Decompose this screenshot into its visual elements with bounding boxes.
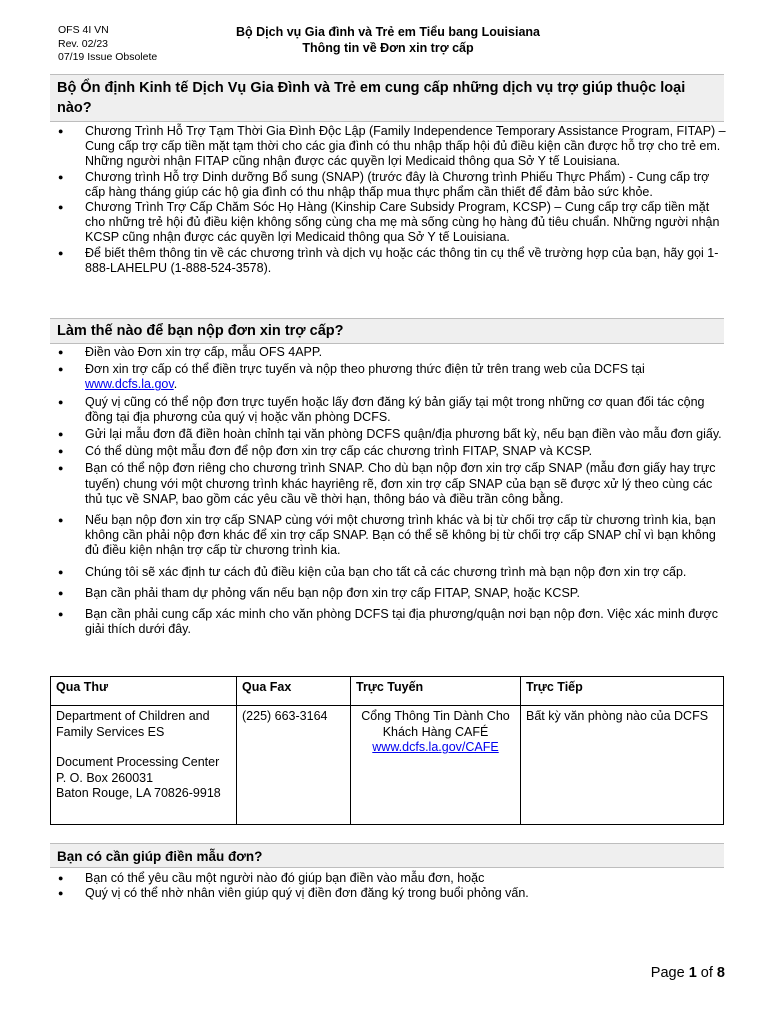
list-item: ● Chúng tôi sẽ xác định tư cách đủ điều kiện của bạn cho tất cả các chương trình mà bạn nộp đơn xin trợ cấp. — [58, 565, 726, 580]
page-of: of — [700, 965, 713, 981]
list-item: ● Điền vào Đơn xin trợ cấp, mẫu OFS 4APP. — [58, 345, 726, 360]
list-item: ● Quý vị có thể nhờ nhân viên giúp quý vị điền đơn đăng ký trong buổi phỏng vấn. — [58, 886, 726, 901]
page-number — [651, 965, 725, 981]
section-heading-how-to-apply: Làm thế nào để bạn nộp đơn xin trợ cấp? — [50, 318, 724, 344]
cafe-portal-link[interactable]: www.dcfs.la.gov/CAFE — [372, 740, 499, 754]
submission-methods-table — [50, 676, 724, 825]
revision-date: Rev. 02/23 — [58, 37, 109, 50]
services-list — [58, 124, 726, 276]
list-item: ● Chương Trình Trợ Cấp Chăm Sóc Họ Hàng (Kinship Care Subsidy Program, KCSP) – Cung cấp trợ cấp tiền mặt cho những trẻ hội đủ điều kiện không sống cùng cha mẹ mà sống cùng họ hàng đủ tiêu chuẩn. Những người nhận KCSP cũng nhận được các quyền lợi Medicaid thông qua Sở Y tế Louisiana. — [58, 200, 726, 246]
fax-cell: (225) 663-3164 — [237, 706, 351, 825]
list-item: ● Bạn có thể yêu cầu một người nào đó giúp bạn điền vào mẫu đơn, hoặc — [58, 871, 726, 886]
mail-line: Document Processing Center — [56, 755, 220, 769]
agency-title-block — [58, 24, 718, 56]
form-id: OFS 4I VN — [58, 24, 109, 36]
header-fax: Qua Fax — [237, 677, 351, 706]
list-item-text: Đơn xin trợ cấp có thể điền trực tuyến và nộp theo phương thức điện tử trên trang web của DCFS tại — [85, 362, 645, 377]
mail-line: P. O. Box 260031 — [56, 770, 154, 785]
header-in-person: Trực Tiếp — [521, 677, 724, 706]
list-item: ● Bạn cần phải tham dự phỏng vấn nếu bạn nộp đơn xin trợ cấp FITAP, SNAP, hoặc KCSP. — [58, 586, 726, 601]
in-person-cell: Bất kỳ văn phòng nào của DCFS — [521, 706, 724, 825]
list-item: ● Để biết thêm thông tin về các chương trình và dịch vụ hoặc các thông tin cụ thể về trường hợp của bạn, hãy gọi 1-888-LAHELPU (1-888-524-3578). — [58, 246, 726, 276]
header-online: Trực Tuyến — [351, 677, 521, 706]
help-list — [58, 871, 726, 901]
list-item: ● Chương Trình Hỗ Trợ Tạm Thời Gia Đình Độc Lập (Family Independence Temporary Assistance Program, FITAP) – Cung cấp trợ cấp tiền mặt tạm thời cho các gia đình có thu nhập thấp hội đủ điều kiện cần được hỗ trợ cho trẻ em. Những người nhận FITAP cũng nhận được các quyền lợi Medicaid thông qua Sở Y tế Louisiana. — [58, 124, 726, 170]
mail-line: Department of Children and Family Services ES — [56, 709, 210, 739]
dcfs-website-link[interactable]: www.dcfs.la.gov — [85, 377, 174, 392]
list-item-end: . — [173, 377, 178, 392]
document-header — [58, 24, 718, 70]
list-item: ● Bạn có thể nộp đơn riêng cho chương trình SNAP. Cho dù bạn nộp đơn xin trợ cấp SNAP (mẫu đơn giấy hay trực tuyến) chung với một chương trình khác hayriêng rẽ, đơn xin trợ cấp SNAP của bạn sẽ được xử lý theo cùng các thủ tục về SNAP, bao gồm các yêu cầu về thời hạn, thông báo và điều trần công bằng. — [58, 461, 726, 507]
table-row — [51, 706, 724, 825]
section-heading-services: Bộ Ổn định Kinh tế Dịch Vụ Gia Đình và Trẻ em cung cấp những dịch vụ trợ giúp thuộc loại nào? — [50, 74, 724, 122]
document-subtitle: Thông tin về Đơn xin trợ cấp — [302, 41, 474, 55]
agency-name: Bộ Dịch vụ Gia đình và Trẻ em Tiểu bang Louisiana — [236, 25, 540, 39]
list-item: ● Chương trình Hỗ trợ Dinh dưỡng Bổ sung (SNAP) (trước đây là Chương trình Phiếu Thực Phẩm) - Cung cấp trợ cấp hàng tháng giúp các hộ gia đình có thu nhập thấp mua thực phẩm cần thiết để đảm bảo sức khỏe. — [58, 170, 726, 200]
list-item: ● Có thể dùng một mẫu đơn để nộp đơn xin trợ cấp các chương trình FITAP, SNAP và KCSP. — [58, 444, 726, 459]
header-mail: Qua Thư — [51, 677, 237, 706]
page-word: Page — [650, 965, 685, 981]
list-item — [58, 362, 726, 392]
table-header-row — [51, 677, 724, 706]
obsolete-note: 07/19 Issue Obsolete — [58, 51, 158, 63]
list-item: ● Bạn cần phải cung cấp xác minh cho văn phòng DCFS tại địa phương/quận nơi bạn nộp đơn. Việc xác minh được giải thích dưới đây. — [58, 607, 726, 637]
mail-address-cell — [51, 706, 237, 825]
list-item: ● Gửi lại mẫu đơn đã điền hoàn chỉnh tại văn phòng DCFS quận/địa phương bất kỳ, nếu bạn điền vào mẫu đơn giấy. — [58, 427, 726, 442]
section-heading-help: Bạn có cần giúp điền mẫu đơn? — [50, 843, 724, 868]
page-current: 1 — [688, 965, 697, 981]
list-item: ● Nếu bạn nộp đơn xin trợ cấp SNAP cùng với một chương trình khác và bị từ chối trợ cấp từ chương trình kia, bạn không cần phải nộp đơn khác để xin trợ cấp SNAP. Bạn có thể sẽ không bị từ chối trợ cấp SNAP chỉ vì bạn không đủ điều kiện nhận trợ cấp từ chương trình kia. — [58, 513, 726, 559]
online-cell — [351, 706, 521, 825]
how-to-apply-list — [58, 345, 726, 639]
online-portal-name: Cổng Thông Tin Dành Cho Khách Hàng CAFÉ — [361, 709, 510, 739]
list-item: ● Quý vị cũng có thể nộp đơn trực tuyến hoặc lấy đơn đăng ký bản giấy tại một trong những cơ quan đối tác cộng đồng tại địa phương của quý vị hoặc văn phòng DCFS. — [58, 395, 726, 425]
mail-line: Baton Rouge, LA 70826-9918 — [56, 786, 221, 800]
page-total: 8 — [716, 965, 725, 981]
